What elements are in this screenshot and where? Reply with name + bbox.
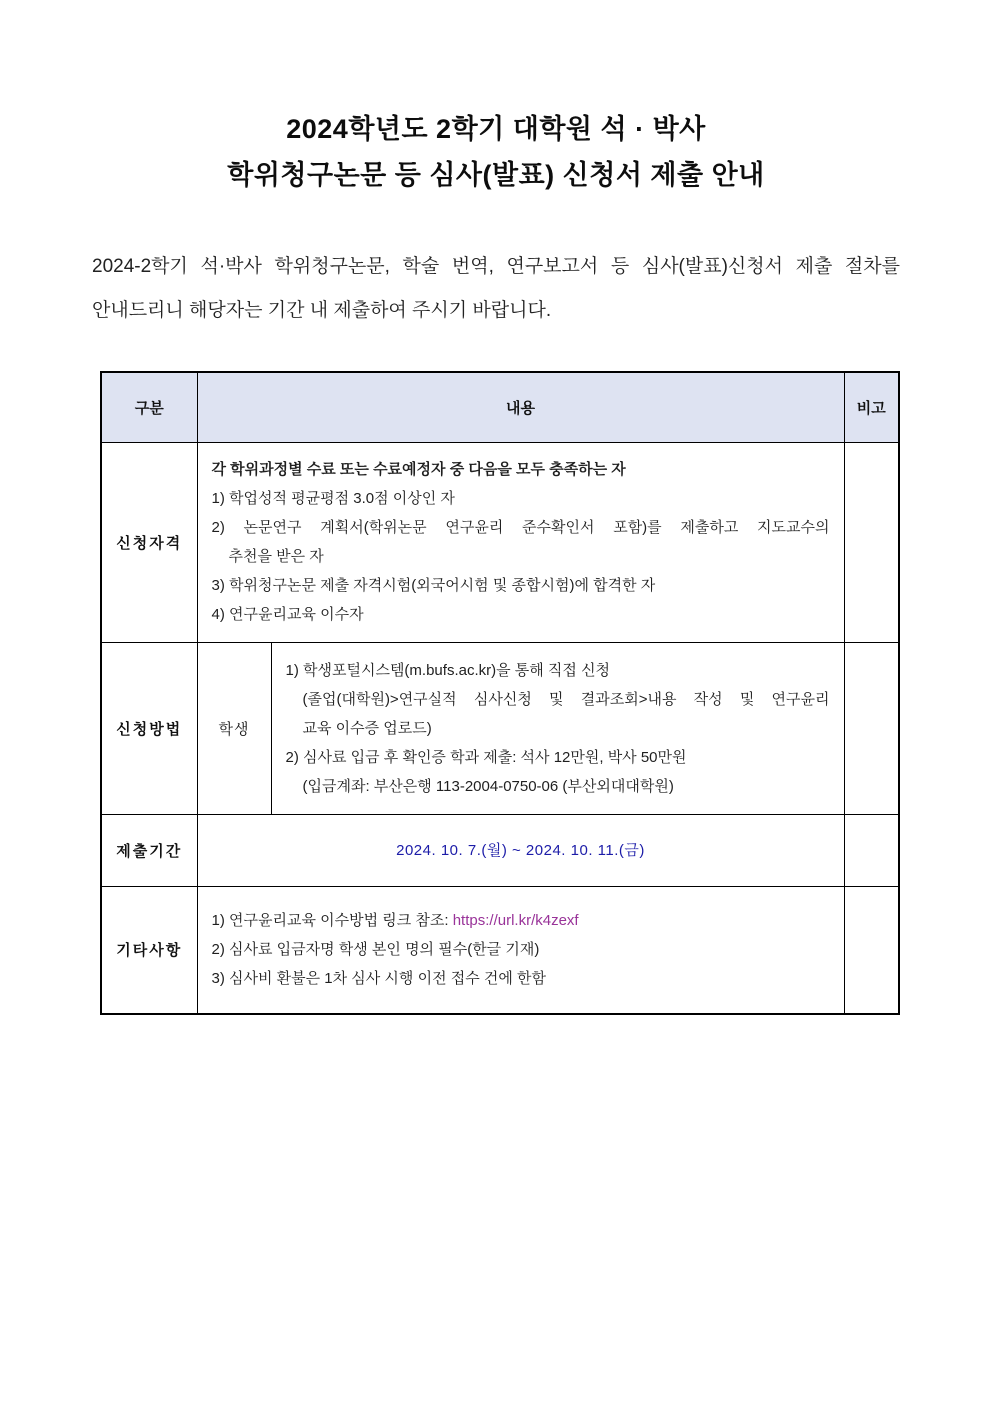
remark-cell: [844, 442, 899, 642]
remark-cell: [844, 814, 899, 886]
content-line: 4) 연구윤리교육 이수자: [211, 606, 364, 623]
content-line: 각 학위과정별 수료 또는 수료예정자 중 다음을 모두 충족하는 자: [211, 461, 626, 478]
info-table: [100, 371, 900, 1015]
table-row-eligibility: [101, 442, 899, 642]
method-content: [271, 642, 844, 814]
period-content: 2024. 10. 7.(월) ~ 2024. 10. 11.(금): [197, 814, 844, 886]
content-line: 2) 심사료 입금자명 학생 본인 명의 필수(한글 기재): [211, 941, 540, 959]
method-subject-student: 학생: [197, 642, 271, 814]
content-line: 2) 논문연구 계획서(학위논문 연구윤리 준수확인서 포함)를 제출하고 지도교수의: [211, 519, 830, 536]
content-line: (졸업(대학원)>연구실적 심사신청 및 결과조회>내용 작성 및 연구윤리: [302, 690, 830, 708]
col-header-content: 내용: [197, 372, 844, 442]
table-header-row: [101, 372, 899, 442]
eligibility-content: [197, 442, 844, 642]
content-line: [212, 906, 830, 935]
table-row-etc: [101, 886, 899, 1014]
table-row-method: [101, 642, 899, 814]
page-title-line2: 학위청구논문 등 심사(발표) 신청서 제출 안내: [227, 160, 765, 190]
remark-cell: [844, 886, 899, 1014]
row-label-eligibility: 신청자격: [101, 442, 197, 642]
col-header-remark: 비고: [844, 372, 899, 442]
content-line: 1) 학생포털시스템(m.bufs.ac.kr)을 통해 직접 신청: [285, 661, 611, 679]
link-reference-text: 1) 연구윤리교육 이수방법 링크 참조:: [211, 912, 453, 930]
ethics-education-url-link[interactable]: https://url.kr/k4zexf: [452, 912, 579, 930]
row-label-method: 신청방법: [101, 642, 197, 814]
content-line: 추천을 받은 자: [228, 548, 324, 565]
content-line: 3) 심사비 환불은 1차 심사 시행 이전 접수 건에 한함: [211, 970, 546, 988]
row-label-period: 제출기간: [101, 814, 197, 886]
content-line: 1) 학업성적 평균평점 3.0점 이상인 자: [211, 490, 455, 507]
page-title: [0, 106, 992, 198]
intro-paragraph: 2024-2학기 석·박사 학위청구논문, 학술 번역, 연구보고서 등 심사(발표)신청서 제출 절차를 안내드리니 해당자는 기간 내 제출하여 주시기 바랍니다.: [92, 256, 900, 321]
page-title-line1: 2024학년도 2학기 대학원 석 · 박사: [286, 114, 706, 144]
remark-cell: [844, 642, 899, 814]
etc-content: [197, 886, 844, 1014]
row-label-etc: 기타사항: [101, 886, 197, 1014]
content-line: 2) 심사료 입금 후 확인증 학과 제출: 석사 12만원, 박사 50만원: [285, 748, 687, 766]
content-line: (입금계좌: 부산은행 113-2004-0750-06 (부산외대대학원): [302, 777, 674, 795]
table-row-period: [101, 814, 899, 886]
col-header-category: 구분: [101, 372, 197, 442]
content-line: 3) 학위청구논문 제출 자격시험(외국어시험 및 종합시험)에 합격한 자: [211, 577, 656, 594]
content-line: 교육 이수증 업로드): [302, 719, 432, 737]
